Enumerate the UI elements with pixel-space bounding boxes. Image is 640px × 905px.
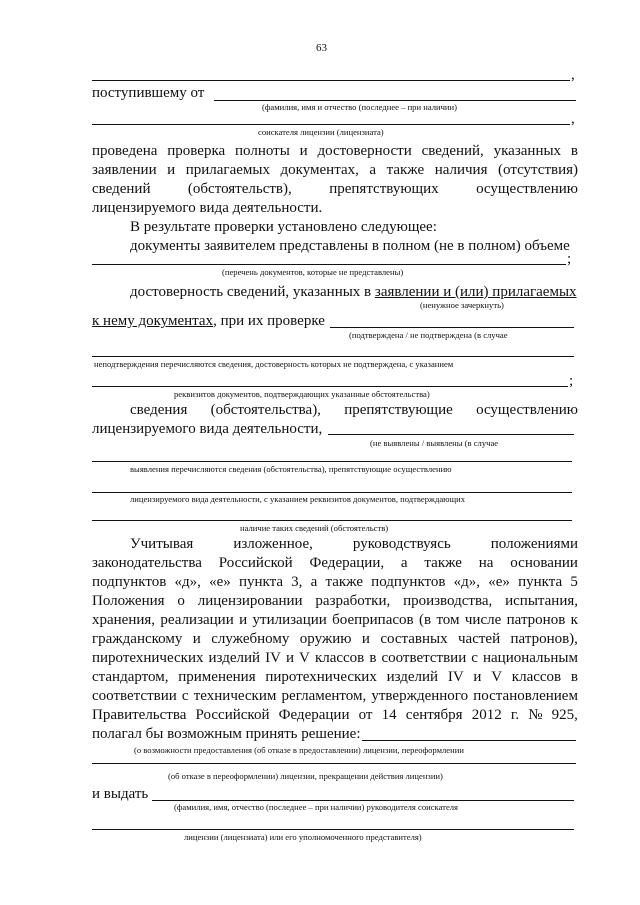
caption-fio: (фамилия, имя и отчество (последнее – при наличии)	[262, 102, 457, 112]
decision-line-4: Положения о лицензировании разработки, производства, испытания,	[92, 593, 578, 609]
decision-line-1: Учитывая изложенное, руководствуясь положениями	[130, 536, 578, 552]
reliability-line-1: достоверность сведений, указанных в заявлении и (или) прилагаемых	[130, 284, 577, 300]
caption-unconfirmed: неподтверждения перечисляются сведения, достоверность которых не подтверждена, с указанием	[94, 359, 454, 369]
decision-line-8: стандартом, применения пиротехнических изделий IV и V классов в	[92, 669, 578, 685]
blank-line	[92, 356, 574, 357]
semicolon: ;	[567, 251, 572, 267]
caption-applicant: соискателя лицензии (лицензиата)	[258, 127, 384, 137]
intro-line-3: сведений (обстоятельств), препятствующих осуществлению	[92, 181, 578, 197]
caption-requisites: реквизитов документов, подтверждающих указанные обстоятельства)	[174, 389, 430, 399]
obstacles-line-1: сведения (обстоятельства), препятствующие осуществлению	[130, 402, 578, 418]
blank-line	[92, 763, 576, 764]
blank-line	[92, 461, 572, 462]
verification-line	[330, 327, 574, 328]
intro-line-2: заявлении и прилагаемых документах, а также наличия (отсутствия)	[92, 162, 578, 178]
comma: ,	[571, 111, 575, 127]
intro-line-6: документы заявителем представлены в полном (не в полном) объеме	[130, 238, 570, 254]
caption-found: выявления перечисляются сведения (обстоятельства), препятствующие осуществлению	[130, 464, 452, 474]
comma: ,	[571, 67, 575, 83]
caption-not-found: (не выявлены / выявлены (в случае	[370, 438, 499, 448]
caption-activity: лицензируемого вида деятельности, с указанием реквизитов документов, подтверждающих	[130, 494, 466, 504]
decision-line-9: соответствии с техническим регламентом, утвержденного постановлением	[92, 688, 578, 704]
caption-presence: наличие таких сведений (обстоятельств)	[240, 523, 389, 533]
applicant-name-line	[214, 100, 576, 101]
decision-line	[362, 740, 576, 741]
caption-confirmed: (подтверждена / не подтверждена (в случае	[349, 330, 508, 340]
decision-line-7: пиротехнических изделий IV и V классов в соответствии с национальным	[92, 650, 578, 666]
docs-list-line	[92, 264, 566, 265]
intro-line-5: В результате проверки установлено следующее:	[130, 219, 437, 235]
intro-line-1: проведена проверка полноты и достоверности сведений, указанных в	[92, 143, 578, 159]
blank-line	[92, 829, 574, 830]
issue-label: и выдать	[92, 786, 149, 802]
obstacles-line-2: лицензируемого вида деятельности,	[92, 421, 323, 437]
page-number: 63	[316, 42, 327, 54]
caption-strike: (ненужное зачеркнуть)	[420, 300, 504, 310]
caption-head: (фамилия, имя, отчество (последнее – при наличии) руководителя соискателя	[174, 802, 458, 812]
decision-line-3: подпунктов «д», «е» пункта 3, а также подпунктов «д», «е» пункта 5	[92, 574, 578, 590]
received-from-label: поступившему от	[92, 85, 205, 101]
reliability-line-2: к нему документах, при их проверке	[92, 313, 325, 329]
caption-refusal: (об отказе в переоформлении) лицензии, прекращении действия лицензии)	[168, 771, 443, 781]
obstacles-line	[328, 434, 574, 435]
decision-line-6: гражданскому и служебному оружию и составных частей патронов),	[92, 631, 578, 647]
blank-line	[92, 80, 570, 81]
decision-line-2: законодательства Российской Федерации, а также на основании	[92, 555, 578, 571]
intro-line-4: лицензируемого вида деятельности.	[92, 200, 323, 216]
blank-line	[92, 124, 570, 125]
semicolon: ;	[569, 373, 574, 389]
decision-line-11: полагал бы возможным принять решение:	[92, 726, 361, 742]
caption-docs: (перечень документов, которые не представлены)	[222, 267, 404, 277]
issue-to-line	[152, 800, 574, 801]
blank-line	[92, 386, 568, 387]
decision-line-5: хранения, реализации и утилизации боеприпасов (в том числе патронов к	[92, 612, 578, 628]
caption-representative: лицензии (лицензиата) или его уполномоченного представителя)	[184, 832, 422, 842]
blank-line	[92, 492, 572, 493]
blank-line	[92, 520, 572, 521]
decision-line-10: Правительства Российской Федерации от 14 сентября 2012 г. № 925,	[92, 707, 578, 723]
caption-possibility: (о возможности предоставления (об отказе в предоставлении) лицензии, переоформлении	[134, 745, 464, 755]
